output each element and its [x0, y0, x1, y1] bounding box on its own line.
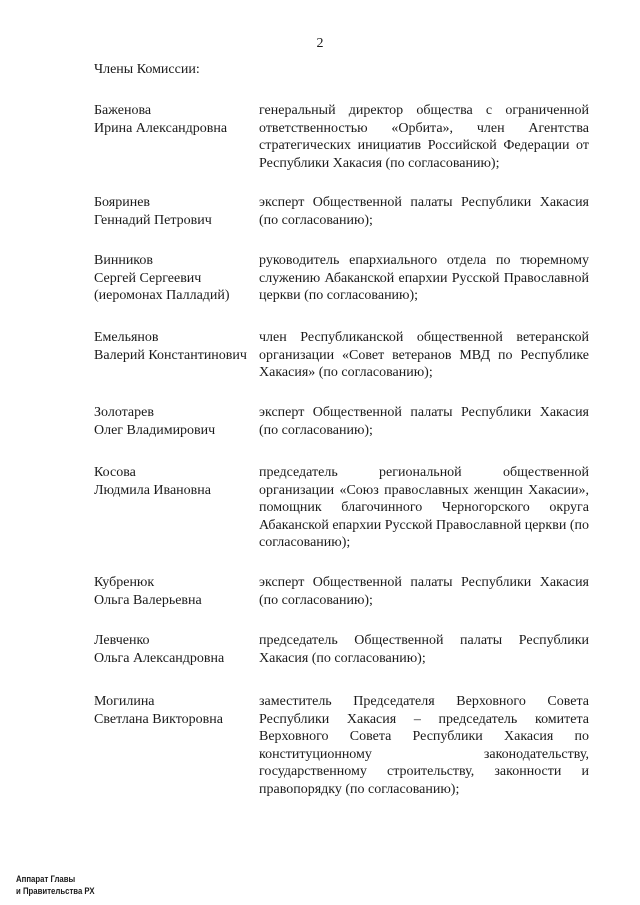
member-role: член Республиканской общественной ветеранской организации «Совет ветеранов МВД по Республике Хакасия» (по согласованию); [259, 330, 589, 380]
member-name [94, 632, 264, 667]
member-role: заместитель Председателя Верховного Совета Республики Хакасия – председатель комитета Верховного Совета Республики Хакасия по конституционному законодательству, государственному строительству, законности и правопорядку (по согласованию); [259, 694, 589, 797]
member-given-names: Геннадий Петрович [94, 212, 212, 228]
member-surname: Косова [94, 465, 136, 480]
footer-stamp-line-1: Аппарат Главы [16, 874, 76, 885]
member-given-names: Сергей Сергеевич [94, 270, 202, 286]
member-given-names: Ольга Валерьевна [94, 592, 202, 608]
member-role: председатель Общественной палаты Республики Хакасия (по согласованию); [259, 633, 589, 666]
page-number: 2 [316, 36, 324, 51]
footer-stamp-line-2: и Правительства РХ [16, 886, 95, 897]
member-role: эксперт Общественной палаты Республики Хакасия (по согласованию); [259, 405, 589, 438]
section-heading: Члены Комиссии: [94, 62, 200, 77]
member-given-names: Людмила Ивановна [94, 482, 211, 498]
member-given-names: Светлана Викторовна [94, 711, 223, 727]
member-name [94, 464, 264, 499]
member-given-names: Ирина Александровна [94, 120, 228, 136]
member-name [94, 404, 264, 439]
member-given-names: Ольга Александровна [94, 650, 225, 666]
member-role: генеральный директор общества с ограниченной ответственностью «Орбита», член Агентства стратегических инициатив Российской Федерации от Республики Хакасия (по согласованию); [259, 103, 589, 171]
member-given-names: Олег Владимирович [94, 422, 216, 438]
member-name [94, 574, 264, 609]
member-role: эксперт Общественной палаты Республики Хакасия (по согласованию); [259, 575, 589, 608]
member-role: руководитель епархиального отдела по тюремному служению Абаканской епархии Русской Православной церкви (по согласованию); [259, 253, 589, 303]
member-surname: Емельянов [94, 330, 159, 345]
member-surname: Бояринев [94, 195, 151, 210]
member-name [94, 693, 264, 728]
member-name [94, 102, 264, 137]
member-role: председатель региональной общественной организации «Союз православных женщин Хакасии», помощник благочинного Черногорского округа Абаканской епархии Русской Православной церкви (по согласованию); [259, 465, 589, 550]
member-surname: Баженова [94, 103, 152, 118]
member-surname: Кубренюк [94, 575, 155, 590]
member-surname: Золотарев [94, 405, 154, 420]
footer-stamp [16, 874, 95, 898]
member-monastic-name: (иеромонах Палладий) [94, 288, 230, 303]
member-given-names: Валерий Константинович [94, 347, 247, 363]
member-surname: Винников [94, 253, 154, 268]
member-name [94, 329, 264, 364]
member-name [94, 194, 264, 229]
member-surname: Левченко [94, 633, 150, 648]
member-name [94, 252, 264, 305]
member-role: эксперт Общественной палаты Республики Хакасия (по согласованию); [259, 195, 589, 228]
member-surname: Могилина [94, 694, 155, 709]
